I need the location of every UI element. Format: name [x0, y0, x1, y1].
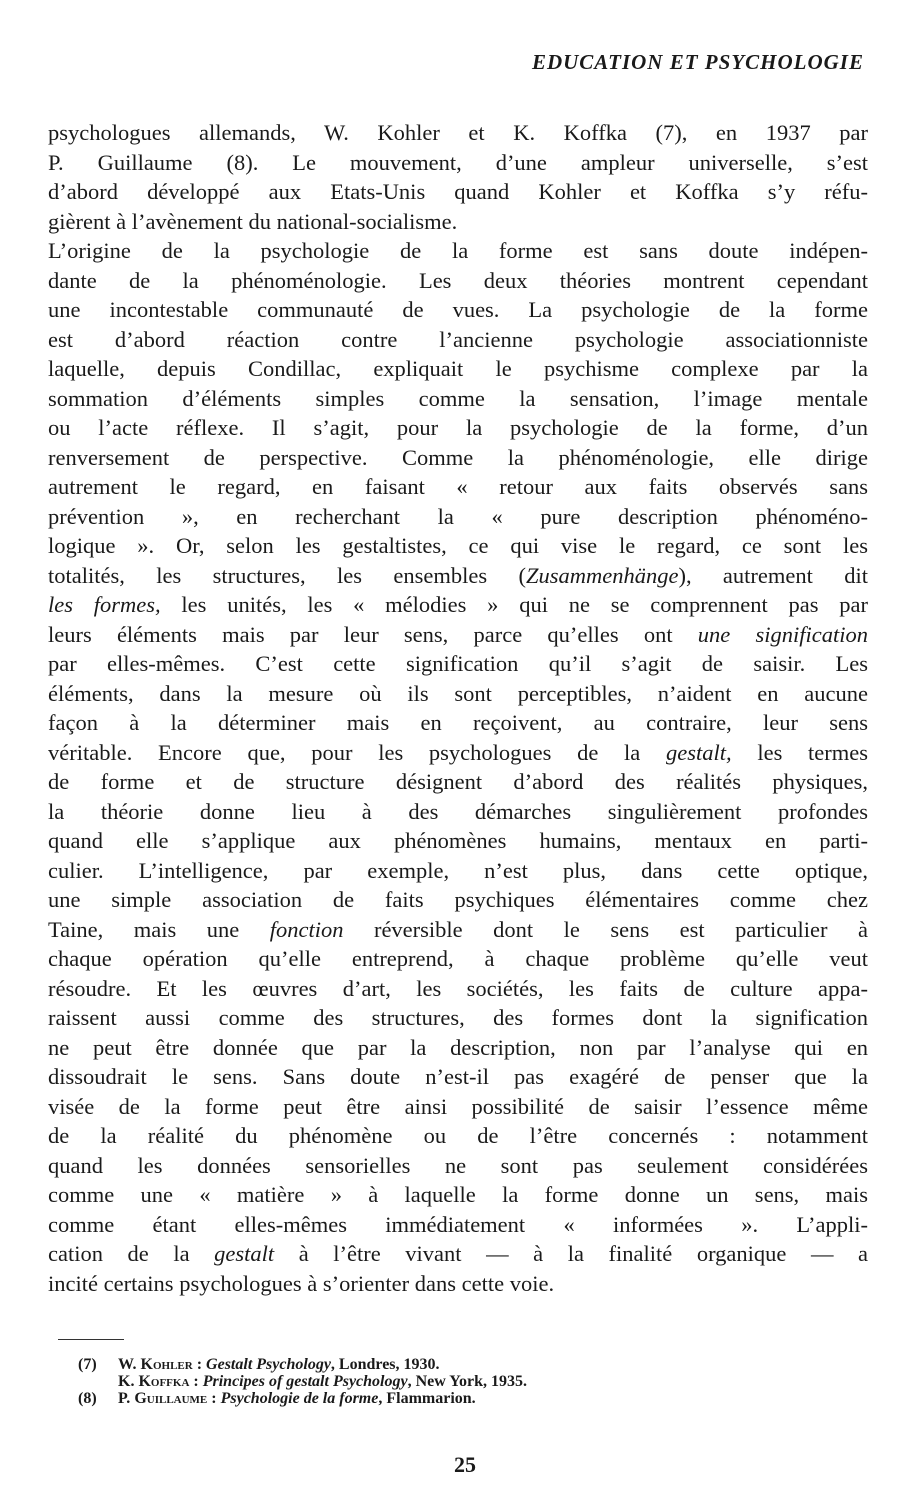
footnotes [78, 1356, 527, 1407]
text-segment: totalités, les structures, les ensembles ( [48, 562, 526, 588]
text-line [48, 354, 868, 384]
text-segment: cation de la [48, 1241, 215, 1266]
text-segment: d’abord développé aux Etats-Unis quand Kohler et Koffka s’y réfu- [48, 179, 868, 204]
text-segment: , Londres, 1930. [330, 1356, 440, 1373]
footnote-number: (8) [78, 1390, 97, 1407]
page-number: 25 [454, 1452, 476, 1477]
text-segment: Taine, mais une [48, 916, 270, 942]
text-segment: , Flammarion. [378, 1390, 476, 1407]
text-line [48, 325, 868, 355]
text-line [48, 1210, 868, 1240]
text-segment: est d’abord réaction contre l’ancienne psychologie associationniste [48, 326, 868, 352]
italic-text: gestalt, [666, 739, 732, 765]
footnote [78, 1390, 527, 1407]
text-segment: éléments, dans la mesure où ils sont perceptibles, n’aident en aucune [48, 680, 868, 706]
text-segment: façon à la déterminer mais en reçoivent, au contraire, leur sens [48, 710, 868, 735]
author-name: Guillaume [134, 1390, 208, 1407]
author-name: Koffka [138, 1373, 190, 1390]
text-segment: : [189, 1373, 203, 1390]
text-line [48, 1239, 868, 1269]
text-segment: résoudre. Et les œuvres d’art, les sociétés, les faits de culture appa- [48, 975, 868, 1001]
text-line [48, 295, 868, 325]
text-line [48, 266, 868, 296]
text-line [48, 974, 868, 1004]
text-segment: laquelle, depuis Condillac, expliquait le psychisme complexe par la [48, 356, 868, 381]
text-segment: raissent aussi comme des structures, des formes dont la signification [48, 1005, 868, 1030]
text-segment: quand elle s’applique aux phénomènes humains, mentaux en parti- [48, 828, 868, 853]
text-segment: une incontestable communauté de vues. La psychologie de la forme [48, 297, 868, 322]
text-segment: de forme et de structure désignent d’abord des réalités physiques, [48, 769, 868, 794]
text-line [48, 679, 868, 709]
text-segment: sommation d’éléments simples comme la sensation, l’image mentale [48, 385, 868, 411]
footnote-divider [58, 1339, 124, 1340]
text-segment: à l’être vivant — à la finalité organique — a [274, 1241, 868, 1266]
text-segment: quand les données sensorielles ne sont pas seulement considérées [48, 1152, 868, 1178]
text-segment: renversement de perspective. Comme la phénoménologie, elle dirige [48, 444, 868, 470]
text-segment: : [207, 1390, 221, 1407]
text-segment: , New York, 1935. [407, 1373, 527, 1390]
text-line [48, 177, 868, 207]
italic-text: Principes of gestalt Psychology [202, 1373, 408, 1390]
footnote [78, 1356, 527, 1373]
text-segment: L’origine de la psychologie de la forme est sans doute indépen- [48, 238, 868, 263]
text-segment: réversible dont le sens est particulier à [343, 916, 868, 942]
text-segment: leurs éléments mais par leur sens, parce qu’elles ont [48, 621, 698, 647]
text-segment: autrement le regard, en faisant « retour aux faits observés sans [48, 474, 868, 499]
text-line [48, 472, 868, 502]
text-segment: une simple association de faits psychiques élémentaires comme chez [48, 887, 868, 912]
text-line [48, 797, 868, 827]
text-line [48, 413, 868, 443]
text-line [48, 708, 868, 738]
text-segment: la théorie donne lieu à des démarches singulièrement profondes [48, 798, 868, 824]
text-segment: K. [118, 1373, 139, 1390]
text-segment: P. [118, 1390, 135, 1407]
text-line [48, 148, 868, 178]
footnote [78, 1373, 527, 1390]
running-header: EDUCATION ET PSYCHOLOGIE [531, 50, 864, 74]
text-segment: de la réalité du phénomène ou de l’être concernés : notamment [48, 1123, 868, 1148]
text-segment: par elles-mêmes. C’est cette signification qu’il s’agit de saisir. Les [48, 651, 868, 676]
text-line [48, 1121, 868, 1151]
text-segment: prévention », en recherchant la « pure description phénoméno- [48, 503, 868, 529]
text-line [48, 1180, 868, 1210]
text-line [48, 590, 868, 620]
text-segment: : [192, 1356, 207, 1373]
author-name: Kohler [140, 1356, 193, 1373]
text-segment: logique ». Or, selon les gestaltistes, ce qui vise le regard, ce sont les [48, 533, 868, 558]
italic-text: les formes, [48, 592, 161, 617]
text-segment: ), autrement dit [678, 562, 868, 588]
text-segment: les unités, les « mélodies » qui ne se comprennent pas par [160, 592, 869, 617]
text-segment: véritable. Encore que, pour les psychologues de la [48, 739, 666, 765]
text-segment: comme étant elles-mêmes immédiatement « informées ». L’appli- [48, 1211, 868, 1237]
text-line [48, 502, 868, 532]
text-line [48, 236, 868, 266]
text-line [48, 1269, 868, 1299]
italic-text: gestalt [214, 1241, 275, 1266]
text-line [48, 767, 868, 797]
text-line [48, 620, 868, 650]
text-line [48, 856, 868, 886]
text-segment: dante de la phénoménologie. Les deux théories montrent cependant [48, 267, 868, 293]
text-line [48, 649, 868, 679]
text-segment: dissoudrait le sens. Sans doute n’est-il pas exagéré de penser que la [48, 1064, 868, 1089]
text-segment: ne peut être donnée que par la description, non par l’analyse qui en [48, 1034, 868, 1060]
text-segment: les termes [731, 739, 869, 765]
text-segment: gièrent à l’avènement du national-socialisme. [48, 208, 458, 234]
italic-text: Gestalt Psychology [206, 1356, 331, 1373]
text-segment: P. Guillaume (8). Le mouvement, d’une ampleur universelle, s’est [48, 149, 868, 175]
text-line [48, 885, 868, 915]
text-line [48, 826, 868, 856]
italic-text: Zusammenhänge [525, 562, 679, 588]
text-line [48, 915, 868, 945]
italic-text: fonction [269, 916, 344, 942]
text-line [48, 1003, 868, 1033]
text-line [48, 118, 868, 148]
text-line [48, 561, 868, 591]
text-segment: psychologues allemands, W. Kohler et K. Koffka (7), en 1937 par [48, 120, 868, 145]
text-line [48, 738, 868, 768]
italic-text: Psychologie de la forme [220, 1390, 379, 1407]
text-segment: W. [118, 1356, 141, 1373]
text-line [48, 1092, 868, 1122]
text-segment: ou l’acte réflexe. Il s’agit, pour la psychologie de la forme, d’un [48, 415, 868, 440]
body-text [48, 118, 868, 1298]
text-line [48, 443, 868, 473]
text-line [48, 207, 868, 237]
text-segment: visée de la forme peut être ainsi possibilité de saisir l’essence même [48, 1093, 868, 1119]
text-line [48, 1033, 868, 1063]
text-segment: chaque opération qu’elle entreprend, à chaque problème qu’elle veut [48, 946, 868, 971]
text-line [48, 944, 868, 974]
text-line [48, 1151, 868, 1181]
text-line [48, 384, 868, 414]
text-segment: culier. L’intelligence, par exemple, n’est plus, dans cette optique, [48, 857, 868, 883]
italic-text: une signification [697, 621, 868, 647]
text-segment: incité certains psychologues à s’orienter dans cette voie. [48, 1270, 555, 1296]
text-segment: comme une « matière » à laquelle la forme donne un sens, mais [48, 1182, 868, 1207]
text-line [48, 531, 868, 561]
text-line [48, 1062, 868, 1092]
footnote-number: (7) [78, 1356, 97, 1373]
